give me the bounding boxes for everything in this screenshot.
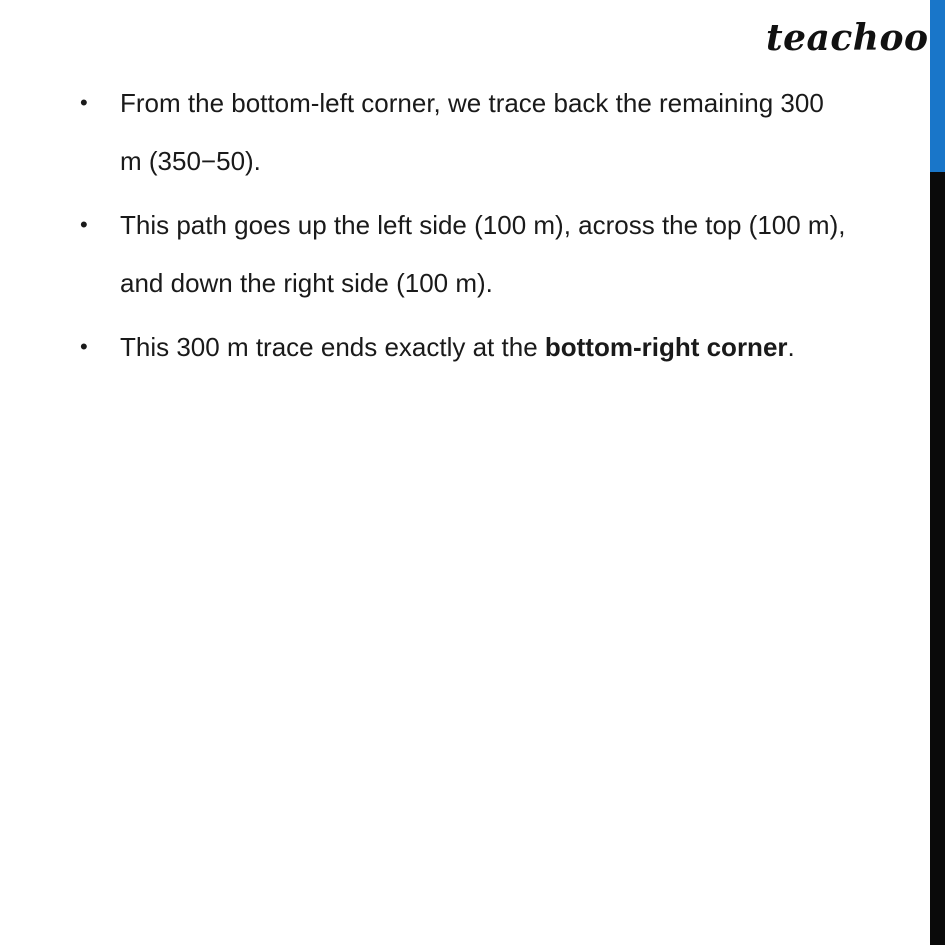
bullet-dot-icon: • <box>80 334 88 359</box>
bullet-3-bold-term: bottom-right corner <box>544 332 788 362</box>
bullet-dot-icon: • <box>80 90 88 115</box>
bullet-3-line-1 <box>120 318 928 376</box>
bullet-1-line-1: From the bottom-left corner, we trace back the remaining 300 <box>120 88 824 118</box>
bullet-1-line-2: m (350−50). <box>120 146 261 176</box>
bullet-3-prefix: This 300 m trace ends exactly at the <box>120 332 545 362</box>
bullet-2-line-1: This path goes up the left side (100 m), across the top (100 m), <box>120 210 846 240</box>
bullet-3-suffix: . <box>787 332 795 362</box>
bullet-item-1 <box>0 74 930 190</box>
bullet-dot-icon: • <box>80 212 88 237</box>
teachoo-logo: teachoo <box>766 17 929 59</box>
bullet-item-3 <box>0 318 930 376</box>
bullet-2-line-2: and down the right side (100 m). <box>120 268 493 298</box>
bullet-item-2 <box>0 196 930 312</box>
right-edge-accent <box>930 0 945 172</box>
bullet-list <box>0 74 930 382</box>
